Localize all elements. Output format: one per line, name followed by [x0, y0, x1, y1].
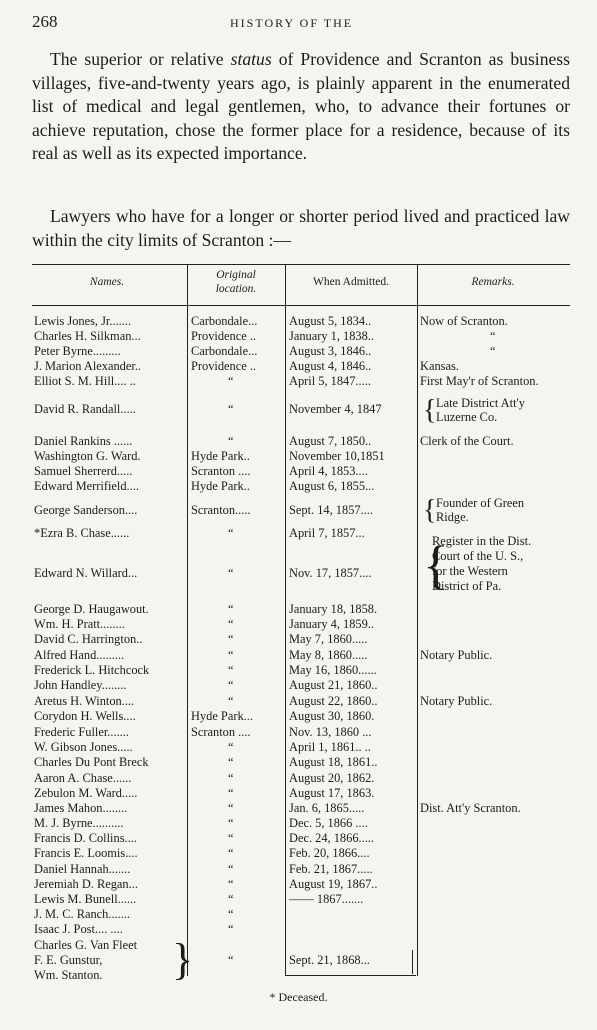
row-name: Aaron A. Chase......	[34, 771, 132, 785]
table-header-rule	[32, 305, 570, 306]
column-divider-1	[187, 264, 188, 976]
row-date: Jan. 6, 1865.....	[289, 801, 365, 815]
row-loc: Scranton ....	[191, 464, 251, 478]
row-loc: “	[228, 402, 234, 416]
p1-end: of Providence and Scranton as business villages, five-and-twenty years ago, is plainly apparent in the enumerated list of medical and legal gentlemen, who, to advance their fortunes or achieve reputation, chose the former place for a residence, because of its real as well as its expected importance.	[32, 49, 570, 163]
remark-brace: {	[423, 395, 437, 426]
row-loc: “	[228, 617, 234, 631]
table-bottom-rule	[286, 975, 416, 976]
header-names: Names.	[89, 276, 125, 288]
row-name: David R. Randall.....	[34, 402, 136, 416]
row-remark: First May'r of Scranton.	[420, 374, 539, 388]
row-date: Feb. 21, 1867.....	[289, 862, 373, 876]
row-name: F. E. Gunstur,	[34, 953, 103, 967]
row-name: Charles Du Pont Breck	[34, 755, 149, 769]
header-location	[188, 268, 284, 296]
row-date: August 3, 1846..	[289, 344, 372, 358]
row-name: Wm. Stanton.	[34, 968, 103, 982]
row-date: April 7, 1857...	[289, 526, 365, 540]
row-loc: “	[228, 632, 234, 646]
row-name: Charles G. Van Fleet	[34, 938, 138, 952]
header-location-1: Original	[216, 269, 256, 281]
row-date: August 6, 1855...	[289, 479, 375, 493]
row-date: August 19, 1867..	[289, 877, 378, 891]
row-loc: “	[228, 831, 234, 845]
row-name: Frederick L. Hitchcock	[34, 663, 150, 677]
row-date: Sept. 21, 1868...	[289, 953, 370, 967]
row-name: Frederic Fuller.......	[34, 725, 129, 739]
row-remark-line: Founder of Green	[436, 496, 525, 510]
remark-brace: {	[423, 535, 449, 595]
row-name: Elliot S. M. Hill.... ..	[34, 374, 136, 388]
row-date: May 7, 1860.....	[289, 632, 368, 646]
row-name: Edward Merrifield....	[34, 479, 139, 493]
row-date: Feb. 20, 1866....	[289, 846, 370, 860]
row-loc: “	[228, 892, 234, 906]
row-name: Daniel Rankins ......	[34, 434, 133, 448]
row-loc: “	[228, 953, 234, 967]
row-name: M. J. Byrne..........	[34, 816, 124, 830]
row-date: August 5, 1834..	[289, 314, 372, 328]
row-remark-line: Court of the U. S.,	[432, 549, 524, 563]
row-remark: “	[490, 344, 496, 358]
row-loc: “	[228, 801, 234, 815]
row-name: Peter Byrne.........	[34, 344, 121, 358]
row-loc: Hyde Park..	[191, 449, 250, 463]
row-loc: “	[228, 648, 234, 662]
row-remark: Kansas.	[420, 359, 459, 373]
row-date: August 4, 1846..	[289, 359, 372, 373]
row-loc: “	[228, 786, 234, 800]
row-name: James Mahon........	[34, 801, 128, 815]
page-number: 268	[32, 12, 58, 31]
row-loc: “	[228, 877, 234, 891]
row-remark: Dist. Att'y Scranton.	[420, 801, 521, 815]
row-name: W. Gibson Jones.....	[34, 740, 133, 754]
row-remark-line: Ridge.	[436, 510, 469, 524]
row-remark: “	[490, 329, 496, 343]
row-name: Daniel Hannah.......	[34, 862, 131, 876]
row-date: May 16, 1860......	[289, 663, 377, 677]
row-name: Zebulon M. Ward.....	[34, 786, 138, 800]
row-loc: “	[228, 862, 234, 876]
row-name: Wm. H. Pratt........	[34, 617, 125, 631]
row-loc: “	[228, 922, 234, 936]
row-date: Nov. 17, 1857....	[289, 566, 372, 580]
row-remark-line: Luzerne Co.	[436, 410, 498, 424]
row-name: David C. Harrington..	[34, 632, 143, 646]
row-remark-line: Late District Att'y	[436, 396, 525, 410]
row-loc: “	[228, 663, 234, 677]
row-remark-line: Register in the Dist.	[432, 534, 532, 548]
row-name: Charles H. Silkman...	[34, 329, 141, 343]
row-loc: “	[228, 374, 234, 388]
row-loc: “	[228, 740, 234, 754]
row-date: Dec. 24, 1866.....	[289, 831, 374, 845]
row-loc: “	[228, 907, 234, 921]
p2-text: Lawyers who have for a longer or shorter period lived and practiced law within the city limits of Scranton :—	[32, 206, 570, 250]
row-loc: “	[228, 678, 234, 692]
row-name: Aretus H. Winton....	[34, 694, 135, 708]
row-name: Lewis Jones, Jr.......	[34, 314, 132, 328]
row-name: Lewis M. Bunell......	[34, 892, 137, 906]
row-date: —— 1867.......	[289, 892, 364, 906]
row-loc: Hyde Park..	[191, 479, 250, 493]
row-date: August 17, 1863.	[289, 786, 375, 800]
row-name: Washington G. Ward.	[34, 449, 141, 463]
row-remark: Notary Public.	[420, 648, 493, 662]
p1-start: The superior or relative	[50, 49, 231, 69]
group-brace: }	[172, 935, 194, 984]
footnote: * Deceased.	[269, 990, 328, 1004]
row-date: January 18, 1858.	[289, 602, 378, 616]
row-loc: “	[228, 755, 234, 769]
row-name: Jeremiah D. Regan...	[34, 877, 138, 891]
row-loc: “	[228, 566, 234, 580]
row-date: August 18, 1861..	[289, 755, 378, 769]
row-date: August 21, 1860..	[289, 678, 378, 692]
row-date: Sept. 14, 1857....	[289, 503, 373, 517]
row-name: John Handley........	[34, 678, 127, 692]
row-loc: “	[228, 816, 234, 830]
row-loc: “	[228, 846, 234, 860]
row-loc: Carbondale...	[191, 314, 258, 328]
row-loc: “	[228, 434, 234, 448]
row-name: Francis E. Loomis....	[34, 846, 138, 860]
row-date: April 5, 1847.....	[289, 374, 371, 388]
row-date: January 1, 1838..	[289, 329, 374, 343]
row-name: J. Marion Alexander..	[34, 359, 142, 373]
row-date: November 10,1851	[289, 449, 385, 463]
row-name: Samuel Sherrerd.....	[34, 464, 133, 478]
row-remark-line: for the Western	[432, 564, 508, 578]
row-name: George D. Haugawout.	[34, 602, 149, 616]
row-loc: “	[228, 694, 234, 708]
row-date: January 4, 1859..	[289, 617, 374, 631]
row-date: April 1, 1861.. ..	[289, 740, 371, 754]
row-date: November 4, 1847	[289, 402, 382, 416]
column-divider-2	[285, 264, 286, 976]
row-date: August 22, 1860..	[289, 694, 378, 708]
row-name: George Sanderson....	[34, 503, 138, 517]
row-loc: Carbondale...	[191, 344, 258, 358]
row-date: April 4, 1853....	[289, 464, 368, 478]
row-date: August 30, 1860.	[289, 709, 375, 723]
row-name: Corydon H. Wells....	[34, 709, 136, 723]
row-loc: Scranton.....	[191, 503, 251, 517]
column-divider-3	[417, 264, 418, 976]
row-loc: Hyde Park...	[191, 709, 253, 723]
table-top-rule	[32, 264, 570, 265]
lawyers-intro-paragraph	[32, 205, 570, 252]
row-remark: Clerk of the Court.	[420, 434, 514, 448]
intro-paragraph	[32, 48, 570, 166]
row-date: May 8, 1860.....	[289, 648, 368, 662]
row-name: Alfred Hand.........	[34, 648, 125, 662]
row-loc: Scranton ....	[191, 725, 251, 739]
row-date: August 7, 1850..	[289, 434, 372, 448]
row-date: Dec. 5, 1866 ....	[289, 816, 368, 830]
row-name: Edward N. Willard...	[34, 566, 138, 580]
p1-italic: status	[230, 49, 272, 69]
row-name: Isaac J. Post.... ....	[34, 922, 123, 936]
row-date: August 20, 1862.	[289, 771, 375, 785]
row-name: *Ezra B. Chase......	[34, 526, 130, 540]
header-location-2: location.	[215, 283, 257, 295]
running-head: HISTORY OF THE	[230, 16, 354, 30]
row-name: J. M. C. Ranch.......	[34, 907, 131, 921]
row-loc: “	[228, 526, 234, 540]
row-loc: Providence ..	[191, 329, 257, 343]
row-remark: Now of Scranton.	[420, 314, 508, 328]
row-remark: Notary Public.	[420, 694, 493, 708]
row-loc: “	[228, 602, 234, 616]
row-date: Nov. 13, 1860 ...	[289, 725, 372, 739]
row-remark-line: District of Pa.	[432, 579, 502, 593]
row-loc: Providence ..	[191, 359, 257, 373]
row-loc: “	[228, 771, 234, 785]
remarks-stub-line	[412, 950, 413, 974]
row-name: Francis D. Collins....	[34, 831, 137, 845]
header-admitted: When Admitted.	[312, 276, 389, 288]
remark-brace: {	[423, 495, 437, 526]
header-remarks: Remarks.	[471, 276, 515, 288]
